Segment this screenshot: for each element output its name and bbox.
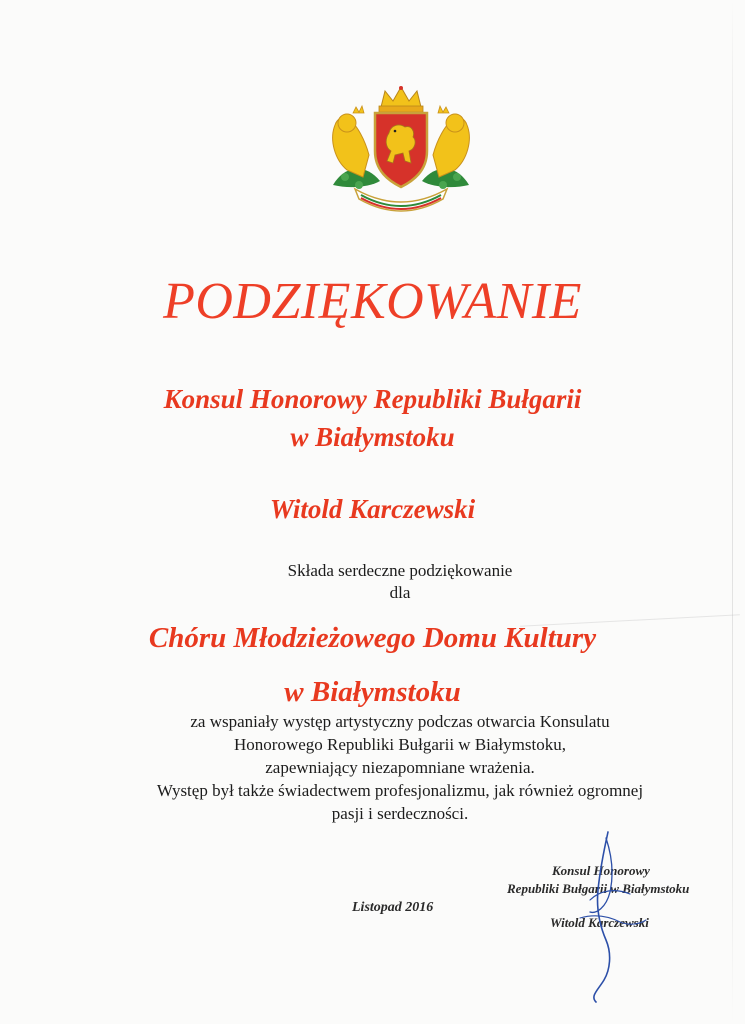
issue-date: Listopad 2016: [352, 900, 434, 915]
body-line: Występ był także świadectwem profesjonalizmu, jak również ogromnej: [156, 781, 644, 800]
handwritten-signature-icon: [560, 830, 650, 1005]
stamp-title-line: Konsul Honorowy: [552, 863, 650, 878]
body-paragraph: [100, 710, 700, 825]
issuer-city-line: w Białymstoku: [290, 422, 455, 452]
issuer-title-line: Konsul Honorowy Republiki Bułgarii: [163, 384, 582, 414]
intro-for-line: dla: [389, 583, 411, 602]
bulgarian-coat-of-arms-icon: [325, 85, 477, 217]
body-line: Honorowego Republiki Bułgarii w Białymstoku,: [234, 735, 566, 754]
issuer-name: Witold Karczewski: [269, 494, 476, 524]
stamp-office-line: Republiki Bułgarii w Białymstoku: [507, 881, 690, 896]
body-line: zapewniający niezapomniane wrażenia.: [265, 758, 535, 777]
recipient-name-line: Chóru Młodzieżowego Domu Kultury: [148, 622, 597, 654]
intro-line: Składa serdeczne podziękowanie: [287, 561, 513, 580]
stamp-name-line: Witold Karczewski: [550, 915, 649, 930]
certificate-title: PODZIĘKOWANIE: [163, 273, 582, 330]
recipient-city-line: w Białymstoku: [284, 676, 461, 708]
body-line: za wspaniały występ artystyczny podczas otwarcia Konsulatu: [190, 712, 610, 731]
body-line: pasji i serdeczności.: [331, 804, 469, 823]
